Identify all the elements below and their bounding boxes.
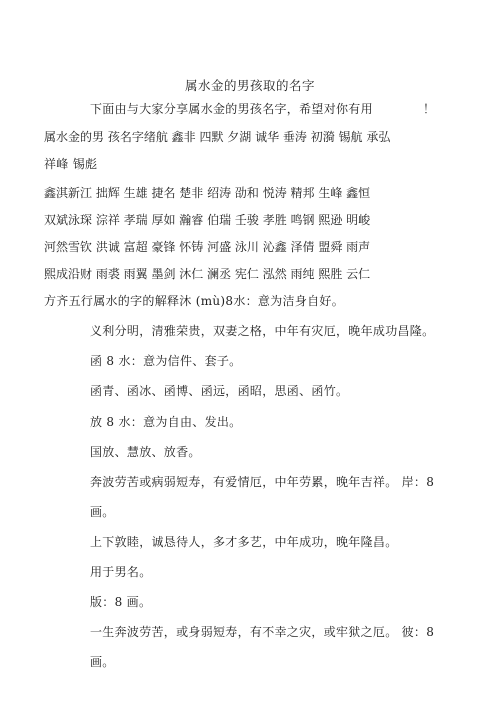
paragraph-line: 方齐五行属水的字的解释沐 (mù)8水：意为洁身自好。 (44, 294, 345, 308)
paragraph-line: 版：8 画。 (90, 595, 152, 609)
name-list-line: 熙成沿财 雨裘 雨翼 墨剑 沐仁 澜丞 宪仁 泓然 雨纯 熙胜 云仁 (44, 267, 371, 281)
intro-exclamation: ！ (423, 102, 436, 116)
paragraph-line: 画。 (90, 655, 115, 669)
paragraph-line: 国放、慧放、放香。 (90, 445, 201, 459)
paragraph-line: 画。 (90, 505, 115, 519)
name-list-line: 祥峰 锡彪 (44, 157, 98, 171)
document-title: 属水金的男孩取的名字 (184, 78, 315, 93)
name-list-line: 鑫淇新江 拙辉 生雄 捷名 楚非 绍涛 劭和 悦涛 精邦 生峰 鑫恒 (44, 186, 371, 200)
name-list-line: 双斌泳琛 淙祥 孝瑞 厚如 瀚睿 伯瑞 壬骏 孝胜 鸣钢 熙逊 明峻 (44, 213, 371, 227)
name-list-line: 河然雪钦 洪诚 富超 豪锋 怀铸 河盛 泳川 沁鑫 泽倩 盟舜 雨声 (44, 240, 371, 254)
paragraph-line: 放 8 水：意为自由、发出。 (90, 415, 242, 429)
paragraph-line: 奔波劳苦或病弱短寿，有爱情厄，中年劳累，晚年吉祥。 岸：8 (90, 475, 435, 489)
intro-line: 下面由与大家分享属水金的男孩名字，希望对你有用 (90, 102, 373, 116)
paragraph-line: 义利分明，清雅荣贵，双妻之格，中年有灾厄，晚年成功昌隆。 (90, 324, 435, 338)
paragraph-line: 一生奔波劳苦，或身弱短寿，有不幸之灾，或牢狱之厄。 彼：8 (90, 625, 435, 639)
paragraph-line: 用于男名。 (90, 565, 152, 579)
paragraph-line: 函青、函冰、函博、函远，函昭，思函、函竹。 (90, 384, 349, 398)
paragraph-line: 上下敦睦，诚恳待人，多才多艺，中年成功，晚年隆昌。 (90, 535, 398, 549)
name-list-line: 属水金的男 孩名字绪航 鑫非 四默 夕湖 诚华 垂涛 初漪 锡航 承弘 (44, 130, 391, 144)
paragraph-line: 函 8 水：意为信件、套子。 (90, 354, 242, 368)
